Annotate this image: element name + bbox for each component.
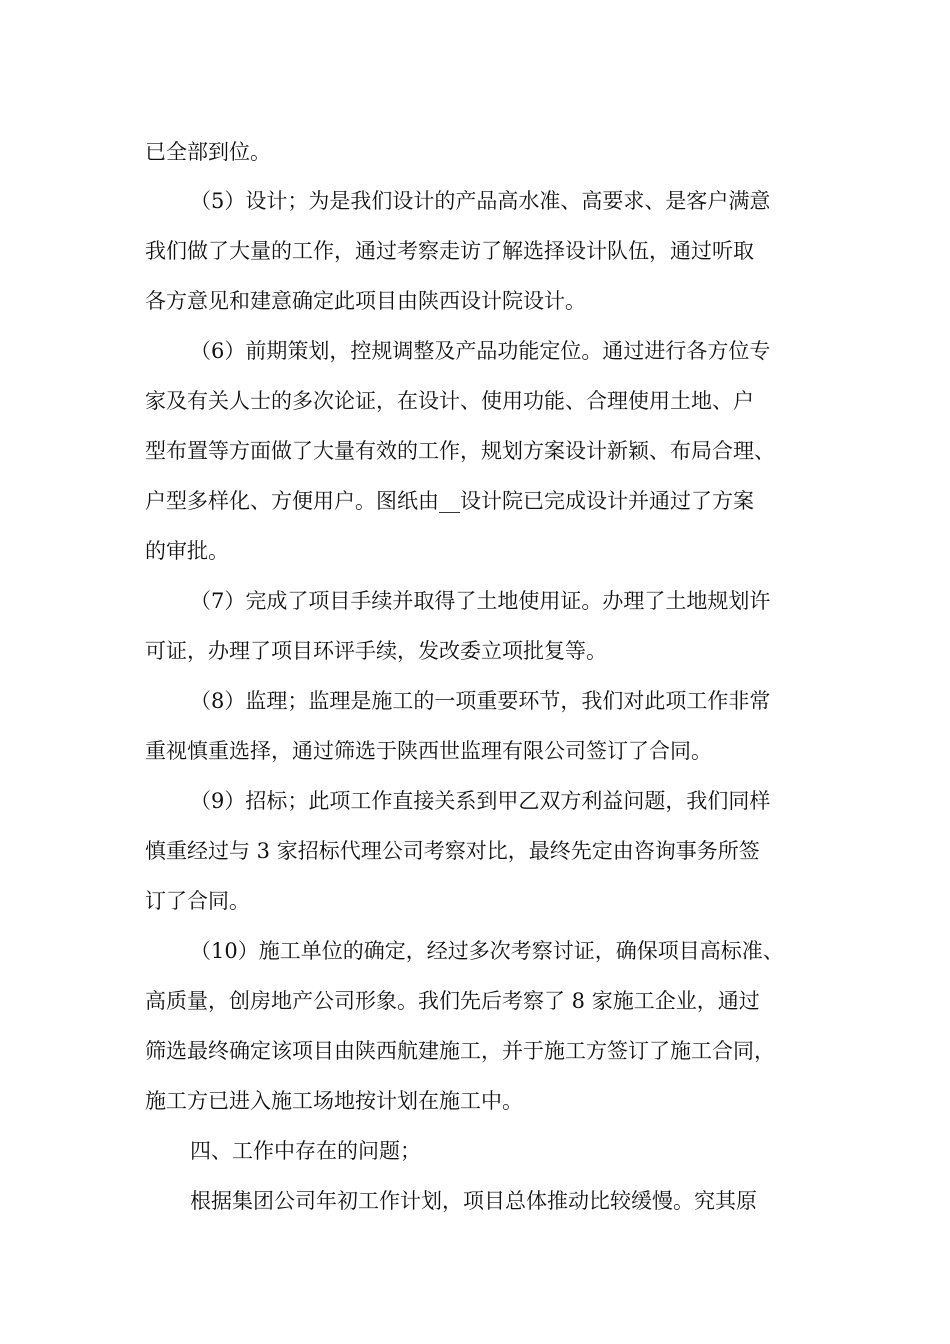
text-line: 户型多样化、方便用户。图纸由__设计院已完成设计并通过了方案: [145, 489, 754, 513]
text-line: 各方意见和建意确定此项目由陕西设计院设计。: [145, 289, 586, 313]
text-line: 已全部到位。: [145, 140, 271, 164]
paragraph-8-line: （8）监理；监理是施工的一项重要环节，我们对此项工作非常: [190, 689, 771, 713]
text-line: 订了合同。: [145, 889, 250, 913]
text-line: 型布置等方面做了大量有效的工作，规划方案设计新颖、布局合理、: [145, 439, 775, 463]
text-line: 我们做了大量的工作，通过考察走访了解选择设计队伍，通过听取: [145, 239, 754, 263]
text-line: 高质量，创房地产公司形象。我们先后考察了 8 家施工企业，通过: [145, 989, 760, 1013]
text-line: 施工方已进入施工场地按计划在施工中。: [145, 1089, 523, 1113]
paragraph-5-line: （5）设计；为是我们设计的产品高水准、高要求、是客户满意: [190, 189, 771, 213]
text-line: 重视慎重选择，通过筛选于陕西世监理有限公司签订了合同。: [145, 739, 712, 763]
text-line: 家及有关人士的多次论证，在设计、使用功能、合理使用土地、户: [145, 389, 754, 413]
paragraph-10-line: （10）施工单位的确定，经过多次考察讨证，确保项目高标准、: [190, 939, 784, 963]
section-heading: 四、工作中存在的问题；: [190, 1139, 421, 1163]
paragraph-9-line: （9）招标；此项工作直接关系到甲乙双方利益问题，我们同样: [190, 789, 771, 813]
text-line: 慎重经过与 3 家招标代理公司考察对比，最终先定由咨询事务所签: [145, 839, 760, 863]
text-line: 可证，办理了项目环评手续，发改委立项批复等。: [145, 639, 607, 663]
paragraph-7-line: （7）完成了项目手续并取得了土地使用证。办理了土地规划许: [190, 589, 771, 613]
text-line: 根据集团公司年初工作计划，项目总体推动比较缓慢。究其原: [190, 1189, 757, 1213]
text-line: 的审批。: [145, 539, 229, 563]
paragraph-6-line: （6）前期策划，控规调整及产品功能定位。通过进行各方位专: [190, 339, 771, 363]
text-line: 筛选最终确定该项目由陕西航建施工，并于施工方签订了施工合同，: [145, 1039, 775, 1063]
